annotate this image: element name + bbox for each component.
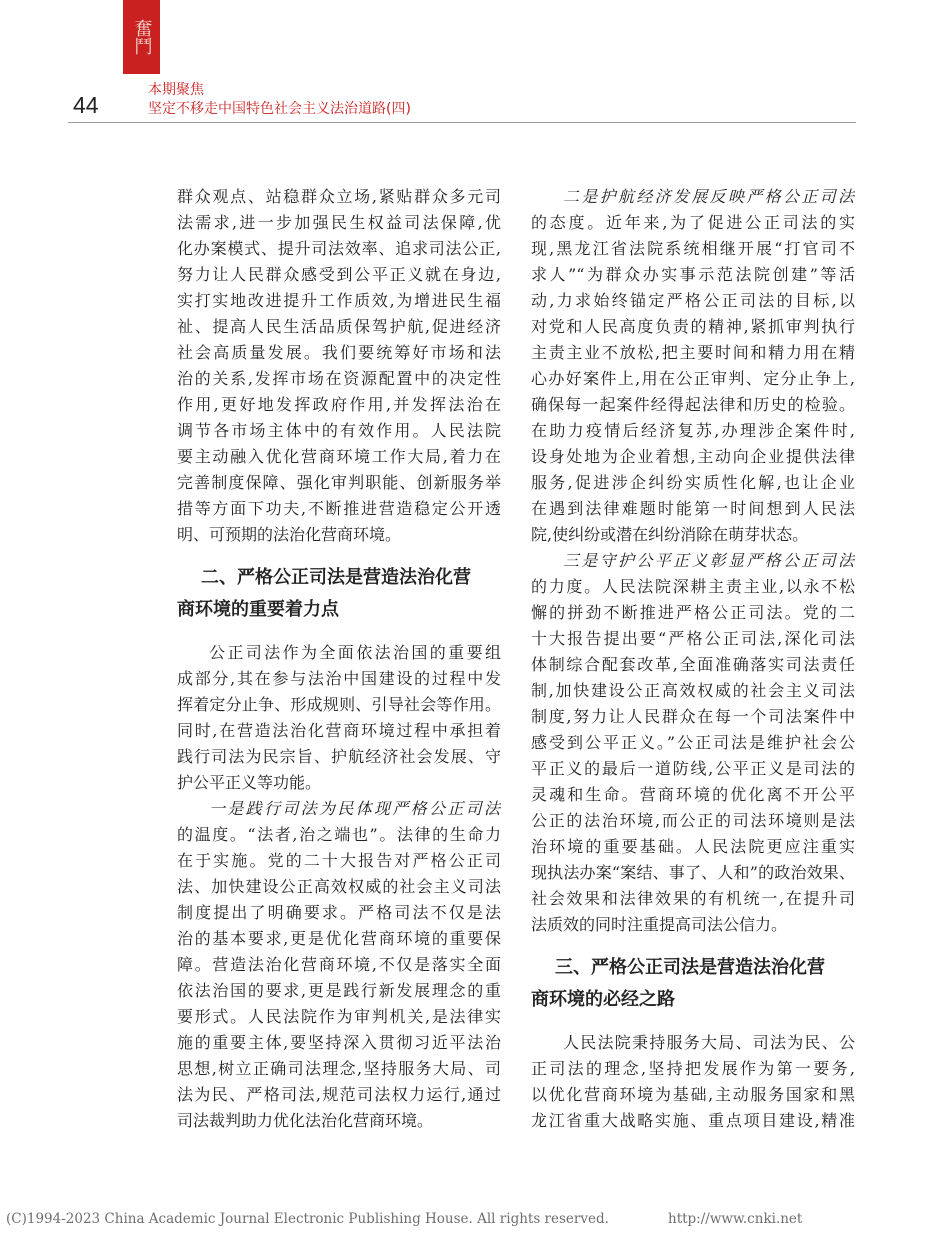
section-heading-line: 商环境的必经之路 [531,989,675,1010]
footer-copyright: (C)1994-2023 China Academic Journal Electronic Publishing House. All rights reserved. [6,1211,609,1227]
section-label: 本期聚焦 [148,82,204,98]
body-text-line: 正司法的理念,坚持把发展作为第一要务, [531,1059,855,1078]
body-text-line: 挥着定分止争、形成规则、引导社会等作用。 [177,695,501,714]
body-text-line: 设身处地为企业着想,主动向企业提供法律 [531,447,855,466]
body-text-line: 对党和人民高度负责的精神,紧抓审判执行 [531,317,855,336]
body-text-line: 确保每一起案件经得起法律和历史的检验。 [531,395,855,414]
body-text-line: 作用,更好地发挥政府作用,并发挥法治在 [177,395,501,414]
body-text-line: 践行司法为民宗旨、护航经济社会发展、守 [177,747,501,766]
running-header-title: 坚定不移走中国特色社会主义法治道路(四) [148,101,411,117]
body-text-line: 祉、提高人民生活品质保驾护航,促进经济 [177,317,501,336]
body-text-line: 心办好案件上,用在公正审判、定分止争上, [531,369,855,388]
paragraph-gap [531,1016,855,1030]
body-text-line: 制度,努力让人民群众在每一个司法案件中 [531,707,855,726]
body-text-line: 现执法办案“案结、事了、人和”的政治效果、 [531,863,855,882]
body-text-line: 平正义的最后一道防线,公平正义是司法的 [531,759,855,778]
body-text-line: 护公平正义等功能。 [177,773,322,792]
body-text-line: 二是护航经济发展反映严格公正司法 [563,187,855,206]
left-text-column [177,184,501,1134]
masthead-logo-glyphs: 奮鬥 [131,19,153,55]
footer-url-link[interactable]: http://www.cnki.net [668,1211,803,1227]
body-text-line: 懈的拼劲不断推进严格公正司法。党的二 [531,603,855,622]
body-text-line: 社会高质量发展。我们要统筹好市场和法 [177,343,501,362]
body-text-line: 同时,在营造法治化营商环境过程中承担着 [177,721,501,740]
body-text-line: 努力让人民群众感受到公平正义就在身边, [177,265,501,284]
body-text-line: 施的重要主体,要坚持深入贯彻习近平法治 [177,1033,501,1052]
body-text-line: 一是践行司法为民体现严格公正司法 [209,799,501,818]
body-text-line: 明、可预期的法治化营商环境。 [177,525,402,544]
body-text-line: 主责主业不放松,把主要时间和精力用在精 [531,343,855,362]
body-text-line: 法、加快建设公正高效权威的社会主义司法 [177,877,501,896]
section-heading-line: 三、严格公正司法是营造法治化营 [555,957,825,978]
body-text-line: 治的关系,发挥市场在资源配置中的决定性 [177,369,501,388]
body-text-line: 治环境的重要基础。人民法院更应注重实 [531,837,855,856]
page-number: 44 [73,92,99,118]
body-text-line: 在遇到法律难题时能第一时间想到人民法 [531,499,855,518]
body-text-line: 化办案模式、提升司法效率、追求司法公正, [177,239,501,258]
footer [6,1211,944,1227]
body-text-line: 法为民、严格司法,规范司法权力运行,通过 [177,1085,501,1104]
body-text-line: 的温度。“法者,治之端也”。法律的生命力 [177,825,501,844]
section-heading-line: 二、严格公正司法是营造法治化营 [201,567,471,588]
body-text-line: 依法治国的要求,更是践行新发展理念的重 [177,981,501,1000]
body-text-line: 十大报告提出要“严格公正司法,深化司法 [531,629,855,648]
body-text-line: 要主动融入优化营商环境工作大局,着力在 [177,447,501,466]
body-text-line: 群众观点、站稳群众立场,紧贴群众多元司 [177,187,501,206]
body-text-line: 的态度。近年来,为了促进公正司法的实 [531,213,855,232]
body-text-line: 成部分,其在参与法治中国建设的过程中发 [177,669,501,688]
body-text-line: 法需求,进一步加强民生权益司法保障,优 [177,213,501,232]
body-text-line: 障。营造法治化营商环境,不仅是落实全面 [177,955,501,974]
body-text-line: 人民法院秉持服务大局、司法为民、公 [563,1033,855,1052]
masthead-tab-logo [123,0,160,74]
body-text-line: 公正的法治环境,而公正的司法环境则是法 [531,811,855,830]
paragraph-gap [177,548,501,562]
body-text-line: 社会效果和法律效果的有机统一,在提升司 [531,889,855,908]
header-divider [68,122,856,123]
body-text-line: 调节各市场主体中的有效作用。人民法院 [177,421,501,440]
body-text-line: 龙江省重大战略实施、重点项目建设,精准 [531,1111,855,1130]
body-text-line: 的力度。人民法院深耕主责主业,以永不松 [531,577,855,596]
body-text-line: 法质效的同时注重提高司法公信力。 [531,915,788,934]
body-text-line: 现,黑龙江省法院系统相继开展“打官司不 [531,239,855,258]
body-text-line: 动,力求始终锚定严格公正司法的目标,以 [531,291,855,310]
body-text-line: 制度提出了明确要求。严格司法不仅是法 [177,903,501,922]
body-text-line: 公正司法作为全面依法治国的重要组 [209,643,501,662]
body-text-line: 制,加快建设公正高效权威的社会主义司法 [531,681,855,700]
body-text-line: 灵魂和生命。营商环境的优化离不开公平 [531,785,855,804]
body-text-line: 要形式。人民法院作为审判机关,是法律实 [177,1007,501,1026]
body-text-line: 在助力疫情后经济复苏,办理涉企案件时, [531,421,855,440]
body-text-line: 完善制度保障、强化审判职能、创新服务举 [177,473,501,492]
body-text-line: 体制综合配套改革,全面准确落实司法责任 [531,655,855,674]
body-text-line: 实打实地改进提升工作质效,为增进民生福 [177,291,501,310]
paragraph-gap [531,938,855,952]
body-text-line: 思想,树立正确司法理念,坚持服务大局、司 [177,1059,501,1078]
body-text-line: 求人”“为群众办实事示范法院创建”等活 [531,265,855,284]
body-text-line: 院,使纠纷或潜在纠纷消除在萌芽状态。 [531,525,809,544]
right-text-column [531,184,855,1134]
body-text-line: 感受到公平正义。”公正司法是维护社会公 [531,733,855,752]
body-text-line: 服务,促进涉企纠纷实质性化解,也让企业 [531,473,855,492]
body-text-line: 司法裁判助力优化法治化营商环境。 [177,1111,434,1130]
body-text-line: 三是守护公平正义彰显严格公正司法 [563,551,855,570]
body-text-line: 以优化营商环境为基础,主动服务国家和黑 [531,1085,855,1104]
paragraph-gap [177,626,501,640]
section-heading-line: 商环境的重要着力点 [177,599,339,620]
body-text-line: 治的基本要求,更是优化营商环境的重要保 [177,929,501,948]
body-text-line: 措等方面下功夫,不断推进营造稳定公开透 [177,499,501,518]
body-text-line: 在于实施。党的二十大报告对严格公正司 [177,851,501,870]
